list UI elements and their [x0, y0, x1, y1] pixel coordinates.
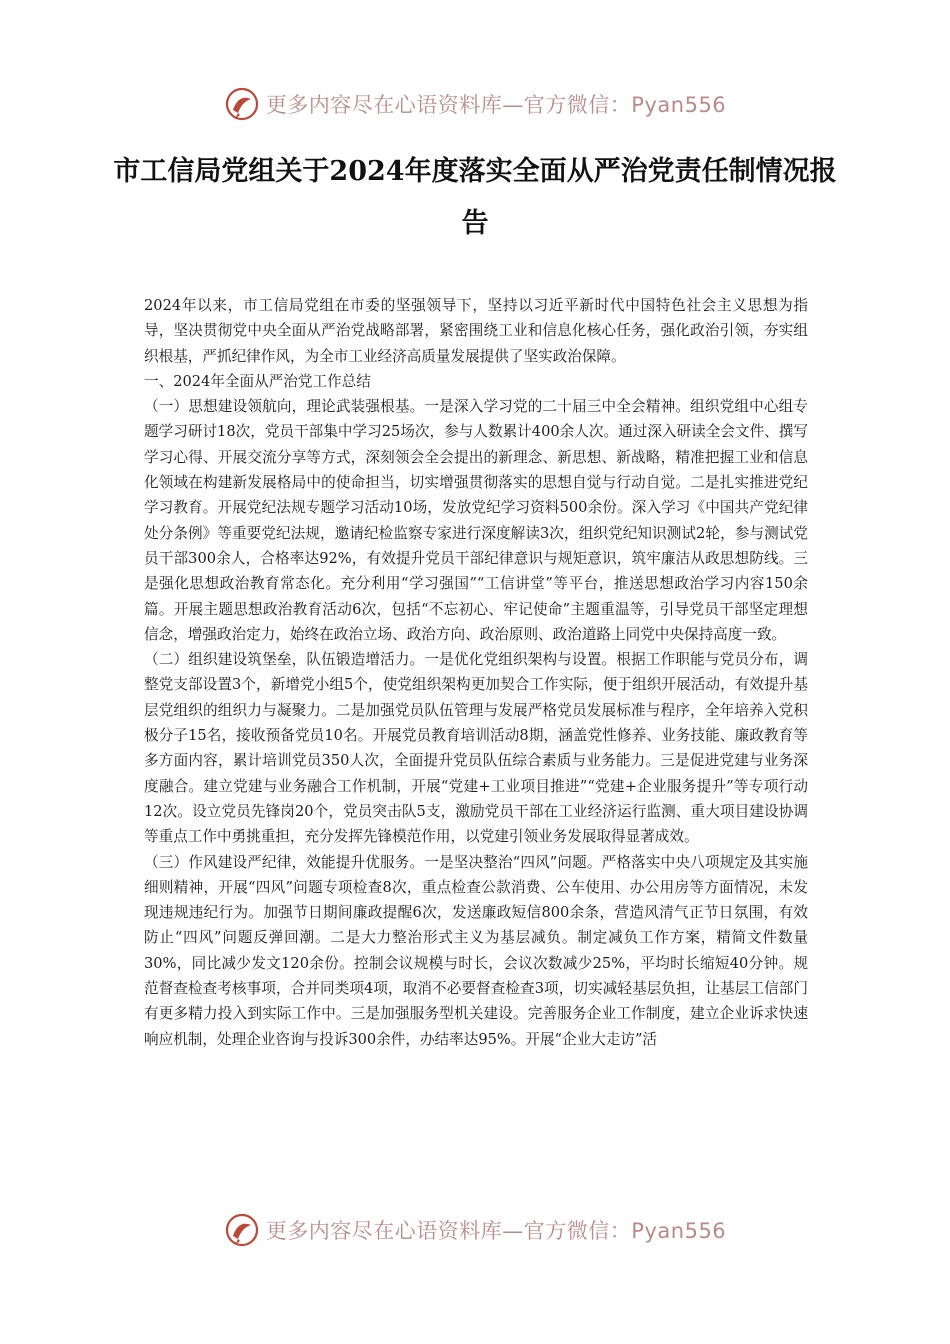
watermark-text: 更多内容尽在心语资料库—官方微信：Pyan556: [265, 1219, 727, 1243]
body-paragraph: （三）作风建设严纪律，效能提升优服务。一是坚决整治“四风”问题。严格落实中央八项规定及其实施细则精神，开展“四风”问题专项检查8次，重点检查公款消费、公车使用、办公用房等方面情况，未发现违规违纪行为。加强节日期间廉政提醒6次，发送廉政短信800余条，营造风清气正节日氛围，有效防止“四风”问题反弹回潮。二是大力整治形式主义为基层减负。制定减负工作方案，精简文件数量30%，同比减少发文120余份。控制会议规模与时长，会议次数减少25%，平均时长缩短40分钟。规范督查检查考核事项，合并同类项4项，取消不必要督查检查3项，切实减轻基层负担，让基层工信部门有更多精力投入到实际工作中。三是加强服务型机关建设。完善服务企业工作制度，建立企业诉求快速响应机制，处理企业咨询与投诉300余件，办结率达95%。开展“企业大走访”活: [144, 853, 808, 1048]
section-heading: 一、2024年全面从严治党工作总结: [144, 372, 371, 390]
watermark-banner-bottom: [0, 1208, 950, 1252]
body-paragraph: （二）组织建设筑堡垒，队伍锻造增活力。一是优化党组织架构与设置。根据工作职能与党员分布，调整党支部设置3个，新增党小组5个，使党组织架构更加契合工作实际，便于组织开展活动，有效提升基层党组织的组织力与凝聚力。二是加强党员队伍管理与发展严格党员发展标准与程序，全年培养入党积极分子15名，接收预备党员10名。开展党员教育培训活动8期，涵盖党性修养、业务技能、廉政教育等多方面内容，累计培训党员350人次，全面提升党员队伍综合素质与业务能力。三是促进党建与业务深度融合。建立党建与业务融合工作机制，开展“党建+工业项目推进”“党建+企业服务提升”等专项行动12次。设立党员先锋岗20个，党员突击队5支，激励党员干部在工业经济运行监测、重大项目建设协调等重点工作中勇挑重担，充分发挥先锋模范作用，以党建引领业务发展取得显著成效。: [144, 651, 808, 846]
watermark-text: 更多内容尽在心语资料库—官方微信：Pyan556: [265, 93, 727, 117]
intro-paragraph: 2024年以来，市工信局党组在市委的坚强领导下，坚持以习近平新时代中国特色社会主义思想为指导，坚决贯彻党中央全面从严治党战略部署，紧密围绕工业和信息化核心任务，强化政治引领，夯实组织根基，严抓纪律作风，为全市工业经济高质量发展提供了坚实政治保障。: [144, 297, 808, 365]
watermark-banner-top: [0, 82, 950, 126]
document-title: 市工信局党组关于2024年度落实全面从严治党责任制情况报告: [113, 156, 837, 239]
ribbon-logo-icon: [224, 86, 260, 122]
body-paragraph: （一）思想建设领航向，理论武装强根基。一是深入学习党的二十届三中全会精神。组织党组中心组专题学习研讨18次，党员干部集中学习25场次，参与人数累计400余人次。通过深入研读全会文件、撰写学习心得、开展交流分享等方式，深刻领会全会提出的新理念、新思想、新战略，精准把握工业和信息化领域在构建新发展格局中的使命担当，切实增强贯彻落实的思想自觉与行动自觉。二是扎实推进党纪学习教育。开展党纪法规专题学习活动10场，发放党纪学习资料500余份。深入学习《中国共产党纪律处分条例》等重要党纪法规，邀请纪检监察专家进行深度解读3次，组织党纪知识测试2轮，参与测试党员干部300余人，合格率达92%，有效提升党员干部纪律意识与规矩意识，筑牢廉洁从政思想防线。三是强化思想政治教育常态化。充分利用“学习强国”“工信讲堂”等平台，推送思想政治学习内容150余篇。开展主题思想政治教育活动6次，包括“不忘初心、牢记使命”主题重温等，引导党员干部坚定理想信念，增强政治定力，始终在政治立场、政治方向、政治原则、政治道路上同党中央保持高度一致。: [144, 398, 808, 643]
ribbon-logo-icon: [224, 1212, 260, 1248]
document-body: [144, 293, 808, 1052]
